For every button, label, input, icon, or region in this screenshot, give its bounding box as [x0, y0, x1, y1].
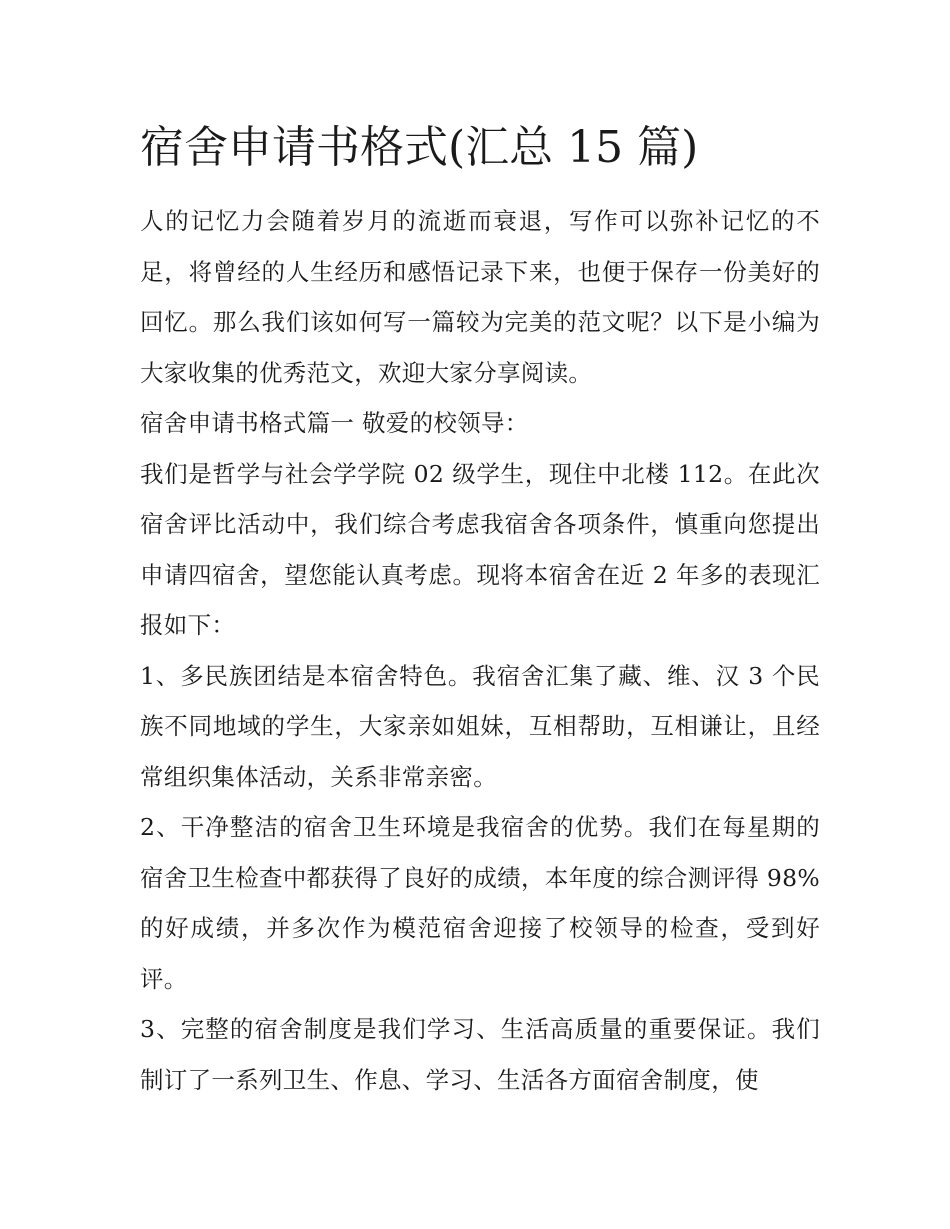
document-title: 宿舍申请书格式(汇总 15 篇): [140, 122, 699, 173]
body-paragraph: 我们是哲学与社会学学院 02 级学生，现住中北楼 112。在此次宿舍评比活动中，我们综合考虑我宿舍各项条件，慎重向您提出申请四宿舍，望您能认真考虑。现将本宿舍在近 2 年多的表现汇报如下：: [140, 459, 820, 639]
intro-paragraph: 人的记忆力会随着岁月的流逝而衰退，写作可以弥补记忆的不足，将曾经的人生经历和感悟记录下来，也便于保存一份美好的回忆。那么我们该如何写一篇较为完美的范文呢？以下是小编为大家收集的优秀范文，欢迎大家分享阅读。: [140, 207, 820, 387]
list-item-1: 1、多民族团结是本宿舍特色。我宿舍汇集了藏、维、汉 3 个民族不同地域的学生，大家亲如姐妹，互相帮助，互相谦让，且经常组织集体活动，关系非常亲密。: [140, 661, 820, 791]
list-item-2: 2、干净整洁的宿舍卫生环境是我宿舍的优势。我们在每星期的宿舍卫生检查中都获得了良好的成绩，本年度的综合测评得 98%的好成绩，并多次作为模范宿舍迎接了校领导的检查，受到好评。: [140, 813, 820, 993]
document-body: [140, 112, 820, 1105]
list-item-3: 3、完整的宿舍制度是我们学习、生活高质量的重要保证。我们制订了一系列卫生、作息、学习、生活各方面宿舍制度，使: [140, 1015, 820, 1094]
section-heading: 宿舍申请书格式篇一 敬爱的校领导：: [140, 409, 529, 437]
